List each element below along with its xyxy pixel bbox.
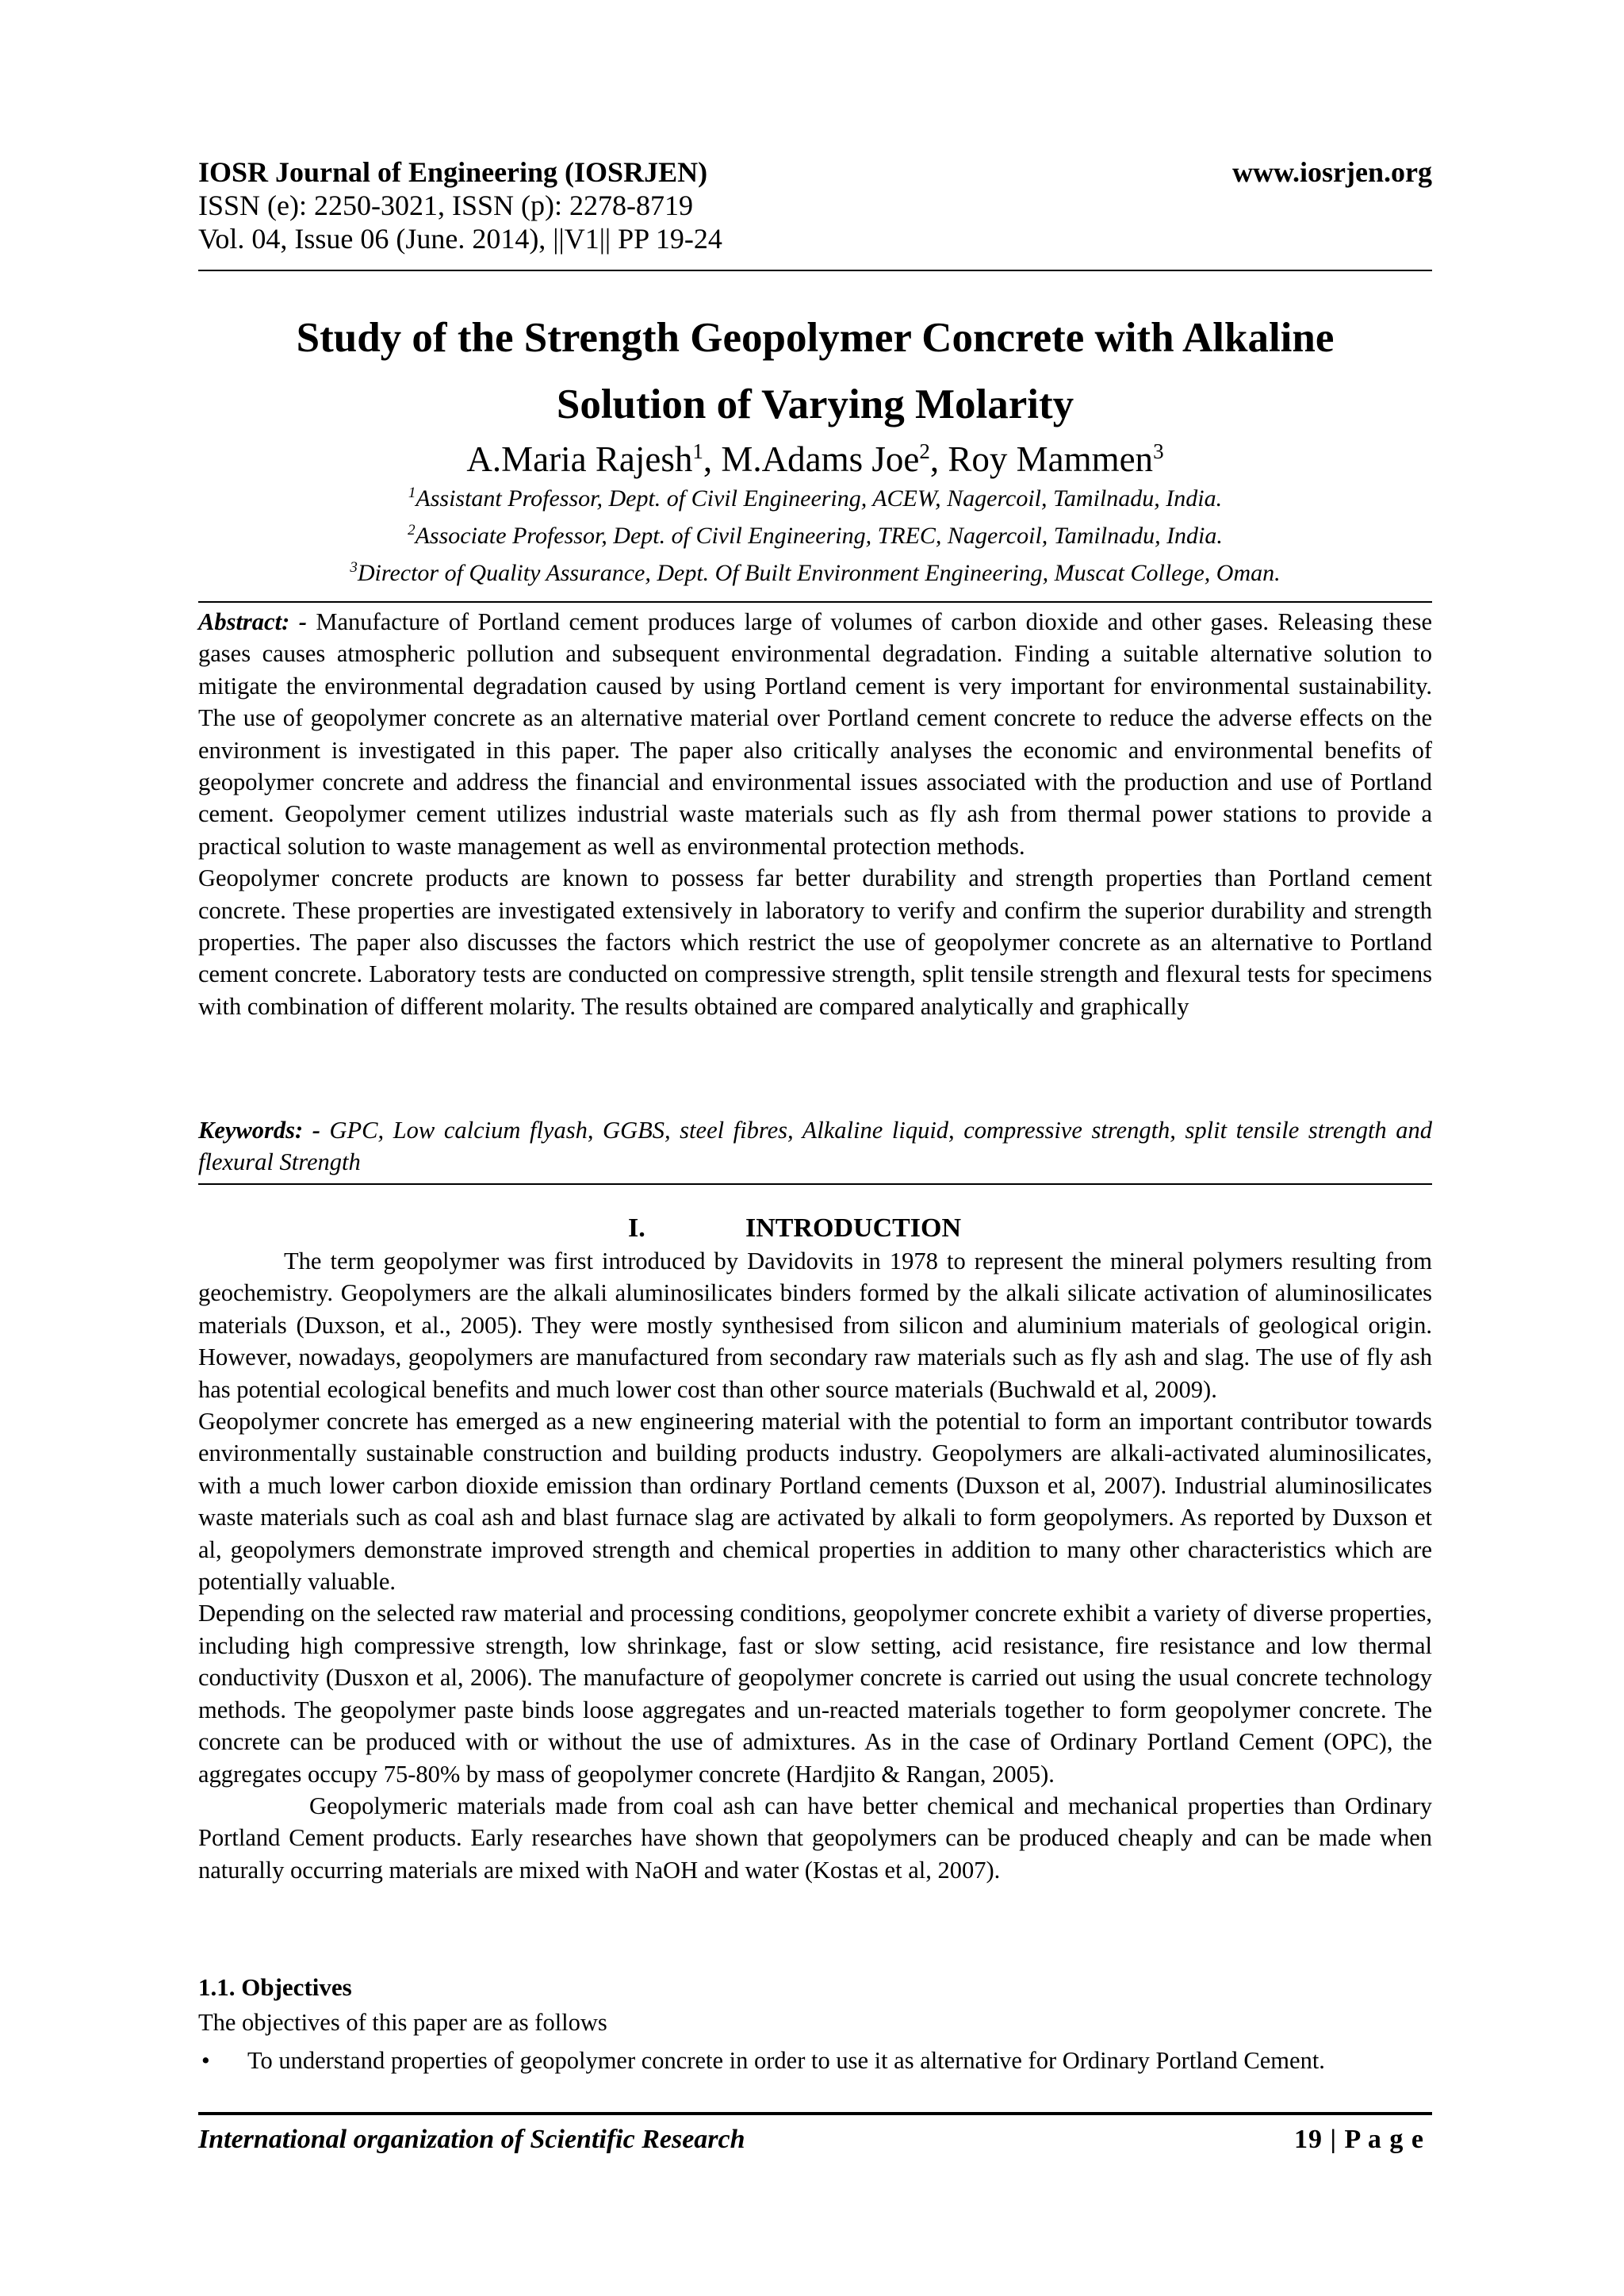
affiliation-list xyxy=(198,477,1432,589)
author-sup: 1 xyxy=(692,439,703,463)
footer-organization: International organization of Scientific Research xyxy=(198,2125,745,2154)
title-line-2: Solution of Varying Molarity xyxy=(556,381,1074,427)
abstract-paragraph: Geopolymer concrete products are known to possess far better durability and strength properties than Portland cement concrete. These properties are investigated extensively in laboratory to verify and confirm the superior durability and strength properties. The paper also discusses the factors which restrict the use of geopolymer concrete as an alternative to Portland cement concrete. Laboratory tests are conducted on compressive strength, split tensile strength and flexural tests for specimens with combination of different molarity. The results obtained are compared analytically and graphically xyxy=(198,864,1432,1020)
introduction-body xyxy=(198,1245,1432,1886)
author-sep: , xyxy=(929,439,948,479)
footer-page-number: 19 | P a g e xyxy=(1294,2125,1424,2154)
author-sup: 2 xyxy=(919,439,930,463)
list-item-text: To understand properties of geopolymer concrete in order to use it as alternative for Ordinary Portland Cement. xyxy=(247,2047,1325,2074)
abstract xyxy=(198,606,1432,1022)
abstract-top-rule xyxy=(198,601,1432,603)
affiliation-sup: 1 xyxy=(408,485,416,501)
abstract-paragraph xyxy=(198,606,1432,862)
page-footer xyxy=(198,2112,1432,2154)
affiliation xyxy=(198,552,1432,589)
abstract-label: Abstract: - xyxy=(198,608,307,635)
section-number: I. xyxy=(628,1213,645,1243)
author-name: M.Adams Joe xyxy=(721,439,920,479)
paper-title xyxy=(198,305,1432,438)
keywords-bottom-rule xyxy=(198,1183,1432,1185)
affiliation-text: Director of Quality Assurance, Dept. Of Built Environment Engineering, Muscat College, Oman. xyxy=(357,560,1281,586)
section-heading-introduction xyxy=(198,1213,1432,1248)
title-line-1: Study of the Strength Geopolymer Concrete with Alkaline xyxy=(296,315,1335,361)
header-rule xyxy=(198,270,1432,271)
journal-header xyxy=(198,155,1432,255)
keywords-text: GPC, Low calcium flyash, GGBS, steel fibres, Alkaline liquid, compressive strength, split tensile strength and flexural Strength xyxy=(198,1117,1433,1176)
subsection-heading-objectives: 1.1. Objectives xyxy=(198,1973,352,2001)
keywords xyxy=(198,1114,1432,1179)
issn-line: ISSN (e): 2250-3021, ISSN (p): 2278-8719 xyxy=(198,190,693,221)
objectives-intro-text: The objectives of this paper are as follows xyxy=(198,2009,607,2036)
list-item xyxy=(198,2045,1432,2076)
author-sup: 3 xyxy=(1153,439,1164,463)
affiliation-sup: 2 xyxy=(408,522,416,539)
author-name: Roy Mammen xyxy=(948,439,1154,479)
abstract-text: Manufacture of Portland cement produces large of volumes of carbon dioxide and other gases. Releasing these gases causes atmospheric pollution and subsequent environmental degradation. Finding a suitable alternative solution to mitigate the environmental degradation caused by using Portland cement is very important for environmental sustainability. The use of geopolymer concrete as an alternative material over Portland cement concrete to reduce the adverse effects on the environment is investigated in this paper. The paper also critically analyses the economic and environmental benefits of geopolymer concrete and address the financial and environmental issues associated with the production and use of Portland cement. Geopolymer cement utilizes industrial waste materials such as fly ash from thermal power stations to provide a practical solution to waste management as well as environmental protection methods. xyxy=(198,608,1432,860)
author-name: A.Maria Rajesh xyxy=(466,439,693,479)
body-paragraph: Geopolymeric materials made from coal ash can have better chemical and mechanical properties than Ordinary Portland Cement products. Early researches have shown that geopolymers can be produced cheaply and can be made when naturally occurring materials are mixed with NaOH and water (Kostas et al, 2007). xyxy=(198,1792,1432,1884)
objectives-intro xyxy=(198,2007,1432,2038)
keywords-paragraph xyxy=(198,1114,1432,1179)
affiliation xyxy=(198,515,1432,552)
author-sep: , xyxy=(703,439,722,479)
author-list xyxy=(198,427,1432,484)
body-paragraph: The term geopolymer was first introduced by Davidovits in 1978 to represent the mineral polymers resulting from geochemistry. Geopolymers are the alkali aluminosilicates binders formed by the alkali silicate activation of aluminosilicates materials (Duxson, et al., 2005). They were mostly synthesised from silicon and aluminium materials of geological origin. However, nowadays, geopolymers are manufactured from secondary raw materials such as fly ash and slag. The use of fly ash has potential ecological benefits and much lower cost than other source materials (Buchwald et al, 2009). xyxy=(198,1248,1432,1403)
affiliation-sup: 3 xyxy=(350,559,358,576)
keywords-label: Keywords: - xyxy=(198,1117,320,1144)
affiliation-text: Associate Professor, Dept. of Civil Engineering, TREC, Nagercoil, Tamilnadu, India. xyxy=(415,523,1223,549)
affiliation-text: Assistant Professor, Dept. of Civil Engineering, ACEW, Nagercoil, Tamilnadu, India. xyxy=(416,485,1223,512)
volume-line: Vol. 04, Issue 06 (June. 2014), ||V1|| PP 19-24 xyxy=(198,223,722,255)
affiliation xyxy=(198,477,1432,515)
body-paragraph: Depending on the selected raw material and processing conditions, geopolymer concrete exhibit a variety of diverse properties, including high compressive strength, low shrinkage, fast or slow setting, acid resistance, fire resistance and low thermal conductivity (Dusxon et al, 2006). The manufacture of geopolymer concrete is carried out using the usual concrete technology methods. The geopolymer paste binds loose aggregates and un-reacted materials together to form geopolymer concrete. The concrete can be produced with or without the use of admixtures. As in the case of Ordinary Portland Cement (OPC), the aggregates occupy 75-80% by mass of geopolymer concrete (Hardjito & Rangan, 2005). xyxy=(198,1600,1432,1788)
body-paragraph: Geopolymer concrete has emerged as a new engineering material with the potential to form an important contributor towards environmentally sustainable construction and building products industry. Geopolymers are alkali-activated aluminosilicates, with a much lower carbon dioxide emission than ordinary Portland cements (Duxson et al, 2007). Industrial aluminosilicates waste materials such as coal ash and blast furnace slag are activated by alkali to form geopolymers. As reported by Duxson et al, geopolymers demonstrate improved strength and chemical properties in addition to many other characteristics which are potentially valuable. xyxy=(198,1408,1432,1596)
journal-name: IOSR Journal of Engineering (IOSRJEN) xyxy=(198,156,708,188)
journal-url[interactable]: www.iosrjen.org xyxy=(1232,156,1432,188)
bullet-icon: • xyxy=(201,2047,210,2074)
section-title: INTRODUCTION xyxy=(745,1213,962,1243)
